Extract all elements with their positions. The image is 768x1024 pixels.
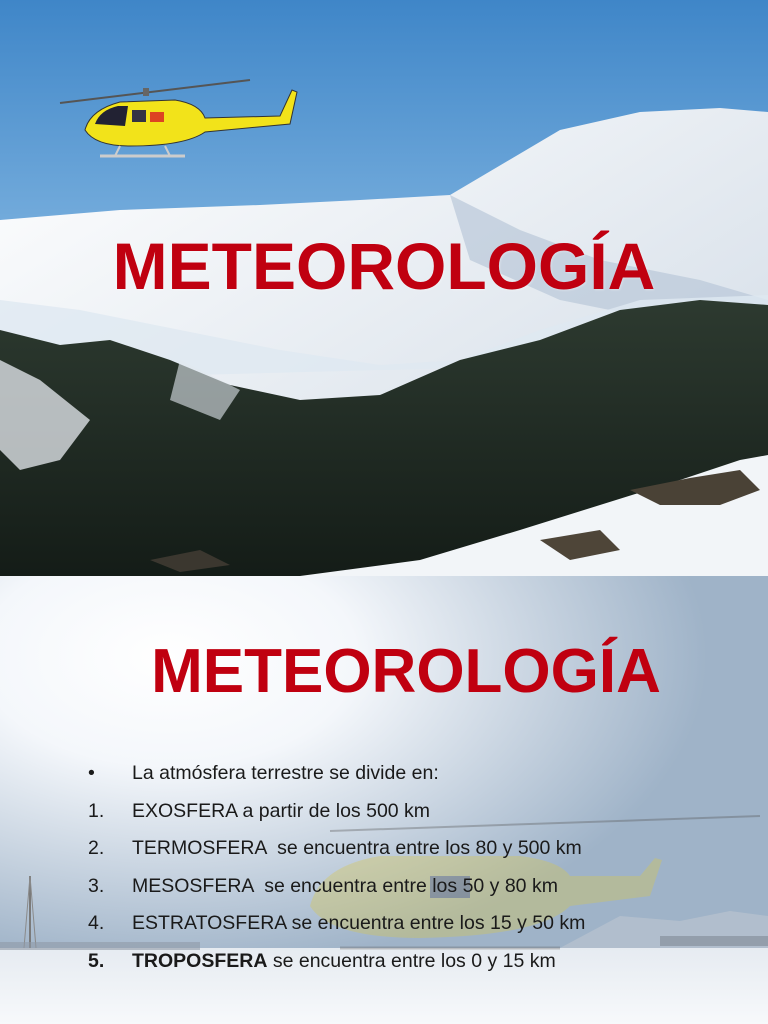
list-item-text [132,950,556,973]
list-item [88,950,748,988]
list-number: 5. [88,949,105,972]
slide-1-title: METEOROLOGÍA [112,229,656,303]
layer-range-text: se encuentra entre los 0 y 15 km [267,949,556,972]
list-item-text: EXOSFERA a partir de los 500 km [132,799,431,822]
list-item [88,912,748,950]
list-item [88,875,748,913]
bullet-marker: • [88,762,95,784]
list-item [88,837,748,875]
list-item-text: TERMOSFERA se encuentra entre los 80 y 500 km [132,837,582,859]
list-item-text: La atmósfera terrestre se divide en: [132,762,439,784]
list-item [88,762,748,800]
slide-2-title: METEOROLOGÍA [151,637,661,706]
atmosphere-layers-list [88,762,748,987]
list-number: 2. [88,837,105,859]
slide-2 [0,576,768,1024]
list-number: 1. [88,799,105,822]
layer-name-bold: TROPOSFERA [132,949,268,972]
list-item-text: ESTRATOSFERA se encuentra entre los 15 y 50 km [132,912,586,934]
list-number: 3. [88,874,105,897]
list-number: 4. [88,912,105,934]
list-item [88,800,748,838]
list-item-text: MESOSFERA se encuentra entre los 50 y 80 km [132,874,558,897]
